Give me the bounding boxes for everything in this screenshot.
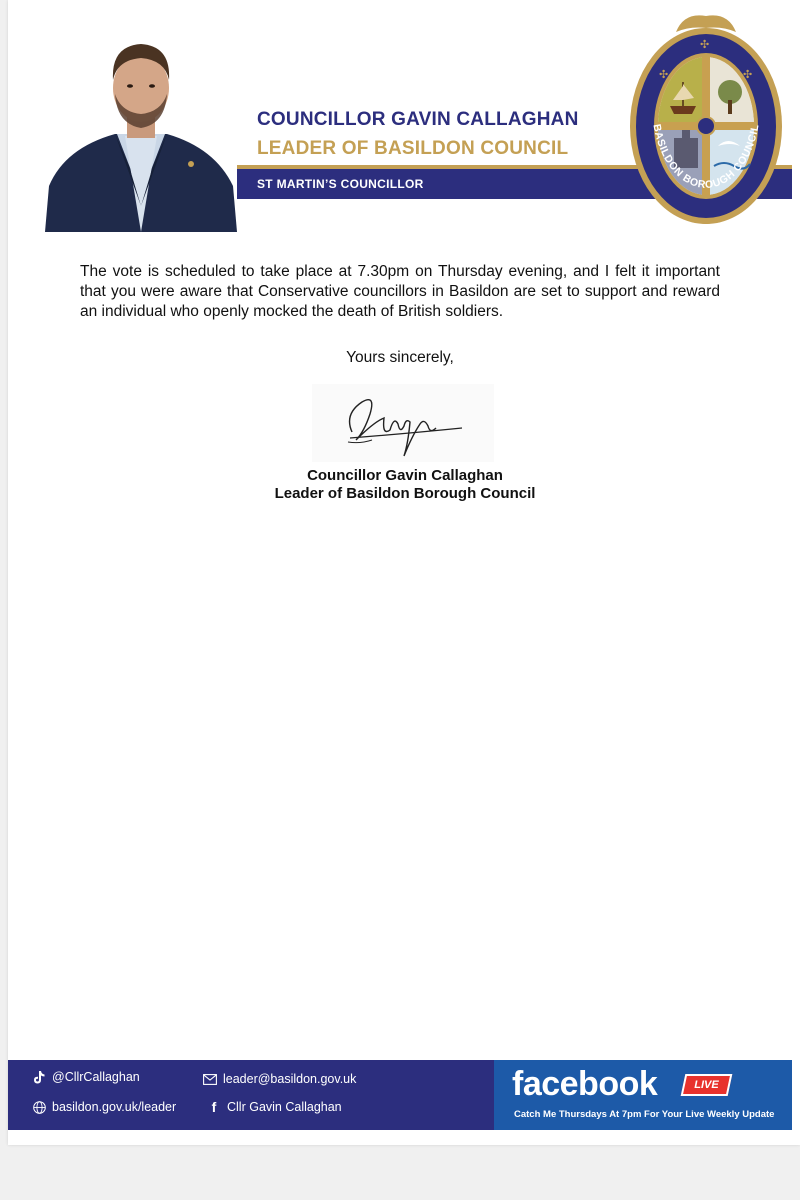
tiktok-handle: @CllrCallaghan [52,1070,140,1084]
handwritten-signature [312,384,494,462]
svg-text:✣: ✣ [700,38,710,51]
email-contact[interactable] [203,1072,356,1086]
signatory-name: Councillor Gavin Callaghan [307,467,503,484]
live-badge [681,1074,733,1096]
closing-line: Yours sincerely, [346,349,454,366]
facebook-wordmark: facebook [512,1065,658,1103]
svg-text:BASILDON BOROUGH COUNCIL: BASILDON BOROUGH COUNCIL [650,123,762,192]
contact-footer [8,1060,792,1130]
signatory-role: Leader of Basildon Borough Council [274,485,536,502]
svg-text:✣: ✣ [743,68,753,81]
facebook-live-panel [494,1060,792,1130]
letter-paragraph: The vote is scheduled to take place at 7.30pm on Thursday evening, and I felt it important that you were aware that Conservative councillors in Basildon are set to support and reward an individual who openly mocked the death of British soldiers. [80,263,720,320]
facebook-icon: f [211,1099,217,1115]
leader-title-heading: LEADER OF BASILDON COUNCIL [257,138,569,159]
live-label: LIVE [694,1079,719,1091]
facebook-name: Cllr Gavin Callaghan [227,1100,342,1114]
ward-label: ST MARTIN’S COUNCILLOR [257,177,424,191]
councillor-portrait [45,36,237,232]
tiktok-icon [32,1070,46,1084]
email-icon [203,1072,217,1086]
website-link[interactable] [32,1100,176,1114]
facebook-live-tagline: Catch Me Thursdays At 7pm For Your Live Weekly Update [514,1109,775,1120]
council-crest-logo [626,10,786,232]
email-address: leader@basildon.gov.uk [223,1072,357,1086]
website-url: basildon.gov.uk/leader [52,1100,177,1114]
tiktok-contact[interactable] [32,1070,140,1084]
facebook-contact[interactable] [207,1100,342,1114]
svg-text:✣: ✣ [659,68,669,81]
globe-icon [32,1100,46,1114]
councillor-name-heading: COUNCILLOR GAVIN CALLAGHAN [257,109,579,130]
